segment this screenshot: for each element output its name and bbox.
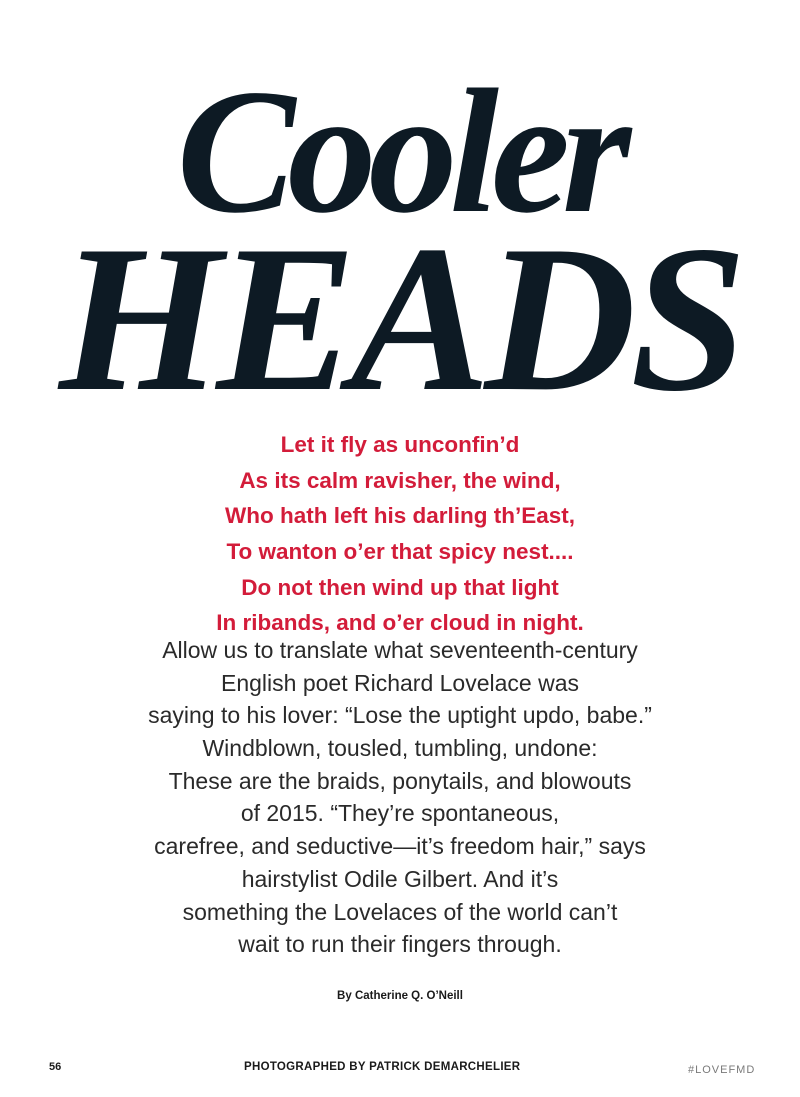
poem-line: Who hath left his darling th’East, (224, 503, 575, 529)
watermark: #LOVEFMD (688, 1064, 756, 1076)
intro-line: English poet Richard Lovelace was (221, 669, 579, 696)
intro-line: something the Lovelaces of the world can’t (182, 898, 618, 925)
page-number: 56 (49, 1061, 62, 1073)
intro-line: hairstylist Odile Gilbert. And it’s (241, 865, 559, 892)
poem-line: In ribands, and o’er cloud in night. (216, 610, 584, 636)
intro-line: wait to run their fingers through. (238, 931, 562, 958)
intro-line: These are the braids, ponytails, and blowouts (168, 767, 632, 794)
intro-line: Windblown, tousled, tumbling, undone: (202, 735, 598, 762)
photo-credit: PHOTOGRAPHED BY PATRICK DEMARCHELIER (244, 1061, 521, 1073)
intro-line: of 2015. “They’re spontaneous, (240, 800, 560, 827)
poem-line: Do not then wind up that light (241, 574, 559, 600)
intro-line: carefree, and seductive—it’s freedom hair,” says (154, 833, 646, 860)
poem-line: To wanton o’er that spicy nest.... (226, 539, 574, 565)
poem-line: As its calm ravisher, the wind, (239, 467, 561, 493)
headline-line-1: Cooler (176, 52, 624, 250)
poem-excerpt (0, 427, 800, 641)
article-intro (0, 634, 800, 961)
author-byline: By Catherine Q. O’Neill (337, 990, 463, 1002)
poem-line: Let it fly as unconfin’d (280, 432, 520, 457)
intro-line: saying to his lover: “Lose the uptight updo, babe.” (148, 702, 652, 729)
intro-line: Allow us to translate what seventeenth-century (162, 637, 638, 663)
headline-line-2: HEADS (59, 203, 741, 435)
